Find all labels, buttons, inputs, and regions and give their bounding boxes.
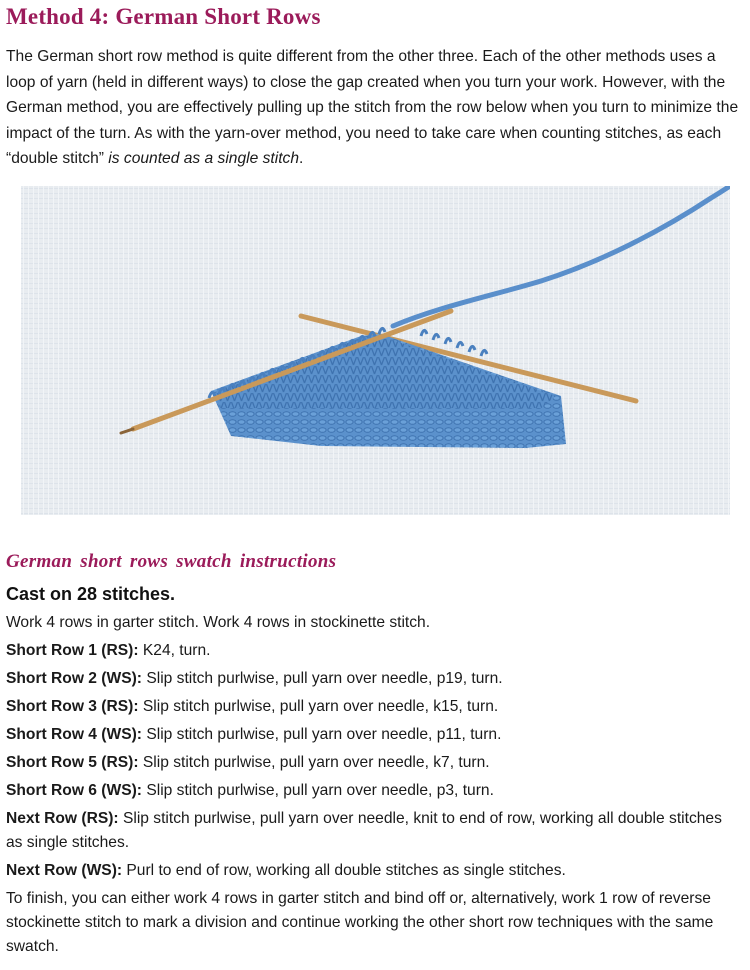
next-row-ws: [6, 859, 736, 883]
step-label: Short Row 3 (RS):: [6, 698, 139, 715]
section-heading: German short rows swatch instructions: [6, 551, 337, 572]
step-label: Next Row (WS):: [6, 862, 123, 879]
intro-end: .: [299, 150, 304, 167]
instructions-list: [6, 611, 736, 963]
next-row-rs: [6, 807, 736, 855]
step-text: Purl to end of row, working all double stitches as single stitches.: [122, 862, 566, 879]
step-text: Slip stitch purlwise, pull yarn over needle, k15, turn.: [138, 698, 499, 715]
page-title: Method 4: German Short Rows: [6, 4, 321, 29]
cast-on-instruction: Cast on 28 stitches.: [6, 584, 176, 604]
short-row-2: [6, 667, 736, 691]
step-text: K24, turn.: [138, 642, 211, 659]
step-text: Slip stitch purlwise, pull yarn over needle, p19, turn.: [142, 670, 503, 687]
intro-text: The German short row method is quite different from the other three. Each of the other methods uses a loop of yarn (held in different ways) to close the gap created when you turn your work. However, with the German method, you are effectively pulling up the stitch from the row below when you turn to minimize the impact of the turn. As with the yarn-over method, you need to take care when counting stitches, as each “double stitch”: [6, 48, 739, 167]
step-text: Slip stitch purlwise, pull yarn over needle, k7, turn.: [138, 754, 490, 771]
work-rows-instruction: Work 4 rows in garter stitch. Work 4 rows in stockinette stitch.: [6, 614, 431, 631]
step-label: Short Row 2 (WS):: [6, 670, 142, 687]
step-label: Short Row 4 (WS):: [6, 726, 142, 743]
step-text: Slip stitch purlwise, pull yarn over needle, p11, turn.: [142, 726, 502, 743]
step-text: Slip stitch purlwise, pull yarn over needle, knit to end of row, working all double stitches as single stitches.: [6, 810, 722, 851]
step-label: Short Row 6 (WS):: [6, 782, 142, 799]
short-row-1: [6, 639, 736, 663]
intro-paragraph: [6, 44, 741, 172]
short-row-3: [6, 695, 736, 719]
short-row-5: [6, 751, 736, 775]
short-row-4: [6, 723, 736, 747]
step-label: Next Row (RS):: [6, 810, 119, 827]
finish-instruction: To finish, you can either work 4 rows in garter stitch and bind off or, alternatively, work 1 row of reverse stockinette stitch to mark a division and continue working the other short row techniques with the same swatch.: [6, 890, 714, 955]
step-text: Slip stitch purlwise, pull yarn over needle, p3, turn.: [142, 782, 494, 799]
short-row-6: [6, 779, 736, 803]
step-label: Short Row 5 (RS):: [6, 754, 139, 771]
knitting-swatch-photo: [21, 186, 730, 515]
step-label: Short Row 1 (RS):: [6, 642, 139, 659]
intro-italic: is counted as a single stitch: [108, 150, 299, 167]
